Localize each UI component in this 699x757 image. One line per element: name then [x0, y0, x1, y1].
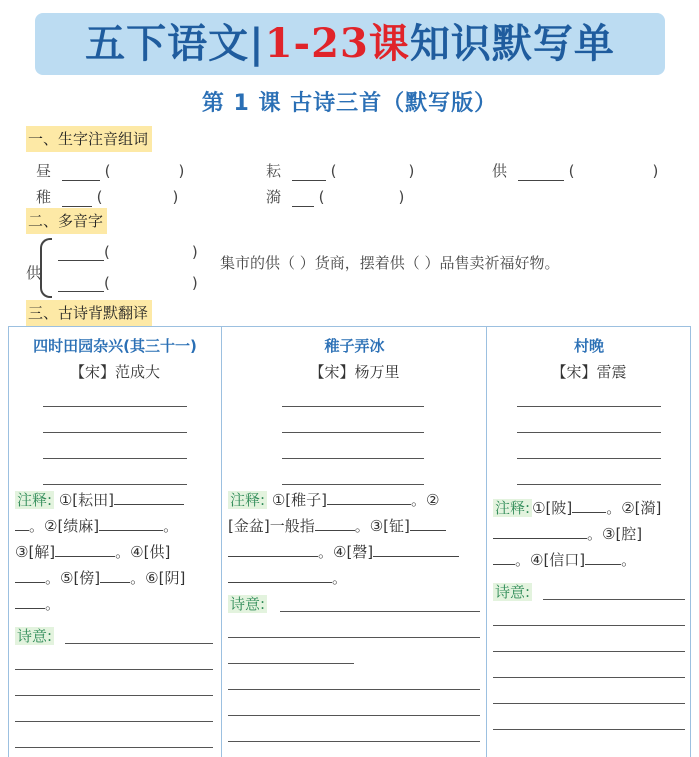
title-part1: 五下语文 — [85, 20, 250, 67]
pinyin-blank[interactable] — [518, 164, 564, 181]
meaning-line[interactable] — [493, 677, 685, 678]
meaning-line[interactable] — [493, 651, 685, 652]
notes-label: 注释: — [495, 499, 531, 517]
meaning-line[interactable] — [543, 599, 685, 600]
notes-label: 注释: — [230, 491, 266, 509]
polyphone-char: 供 — [26, 264, 42, 282]
pinyin-blank[interactable] — [292, 190, 314, 207]
char-label: 漪 — [266, 188, 282, 206]
poem-notes: 注释: ①[稚子] 。② [金盆]一般指 。③[钲] 。④[磬] 。 — [228, 487, 483, 591]
char-label: 昼 — [36, 162, 52, 180]
meaning-line[interactable] — [280, 611, 480, 612]
poem-title: 稚子弄冰 — [324, 337, 385, 355]
polyphone-blank-1: ( ) — [58, 243, 198, 261]
meaning-line[interactable] — [493, 703, 685, 704]
poem-writing-line[interactable] — [282, 458, 424, 459]
meaning-line[interactable] — [15, 747, 213, 748]
meaning-line[interactable] — [15, 721, 213, 722]
pinyin-blank[interactable] — [62, 164, 100, 181]
poem-writing-line[interactable] — [43, 484, 187, 485]
poem-author: 【宋】杨万里 — [309, 363, 400, 381]
title-separator: | — [249, 20, 265, 67]
poem-writing-line[interactable] — [43, 458, 187, 459]
meaning-line[interactable] — [493, 729, 685, 730]
brace-icon — [40, 238, 52, 298]
poem-writing-line[interactable] — [282, 484, 424, 485]
polyphone-blank-2: ( ) — [58, 274, 198, 292]
lesson-title: 第 1 课 古诗三首（默写版） — [201, 91, 498, 116]
pinyin-blank[interactable] — [62, 190, 92, 207]
polyphone-sentence: 集市的供（ ）货商，摆着供（ ）品售卖祈福好物。 — [220, 254, 560, 272]
char-item: 供 ( ) — [492, 162, 659, 180]
poem-writing-line[interactable] — [43, 432, 187, 433]
page-title — [35, 13, 665, 75]
meaning-label: 诗意: — [230, 595, 266, 613]
meaning-line[interactable] — [228, 637, 480, 638]
notes-label: 注释: — [17, 491, 53, 509]
char-item: 稚 ( ) — [36, 188, 179, 206]
header-banner — [35, 13, 665, 75]
meaning-line[interactable] — [228, 741, 480, 742]
section-heading-1: 一、生字注音组词 — [26, 126, 152, 152]
poem-writing-line[interactable] — [282, 406, 424, 407]
char-label: 稚 — [36, 188, 52, 206]
meaning-line[interactable] — [228, 663, 354, 664]
section-heading-2: 二、多音字 — [26, 208, 107, 234]
char-item: 耘 ( ) — [266, 162, 415, 180]
poem-card-1 — [9, 327, 221, 757]
poem-writing-line[interactable] — [517, 432, 661, 433]
char-label: 供 — [492, 162, 508, 180]
meaning-line[interactable] — [228, 689, 480, 690]
char-label: 耘 — [266, 162, 282, 180]
poem-card-2 — [221, 327, 487, 757]
meaning-line[interactable] — [65, 643, 213, 644]
char-item: 漪 ( ) — [266, 188, 405, 206]
poem-author: 【宋】范成大 — [69, 363, 160, 381]
poem-writing-line[interactable] — [282, 432, 424, 433]
poem-notes: 注释: ①[陂] 。②[漪] 。③[腔] 。④[信口] 。 — [495, 499, 662, 569]
poem-author: 【宋】雷震 — [551, 363, 627, 381]
char-item: 昼 ( ) — [36, 162, 185, 180]
poem-writing-line[interactable] — [517, 458, 661, 459]
meaning-line[interactable] — [493, 625, 685, 626]
poem-title: 村晚 — [573, 337, 604, 355]
pinyin-blank[interactable] — [292, 164, 326, 181]
poem-writing-line[interactable] — [517, 484, 661, 485]
meaning-line[interactable] — [228, 715, 480, 716]
title-part2: 1-23课 — [264, 20, 410, 67]
poem-title: 四时田园杂兴(其三十一) — [33, 337, 197, 355]
meaning-line[interactable] — [15, 695, 213, 696]
poem-card-3 — [486, 327, 691, 757]
poem-notes: 注释: ①[耘田] 。②[绩麻] 。 ③[解] 。④[供] 。⑤[傍] 。⑥[阴] 。 — [15, 491, 186, 613]
title-part3: 知识默写单 — [409, 20, 615, 67]
poem-writing-line[interactable] — [43, 406, 187, 407]
poem-writing-line[interactable] — [517, 406, 661, 407]
poem-grid — [8, 326, 691, 757]
section-heading-3: 三、古诗背默翻译 — [26, 300, 152, 326]
meaning-label: 诗意: — [495, 583, 531, 601]
meaning-line[interactable] — [15, 669, 213, 670]
meaning-label: 诗意: — [17, 627, 53, 645]
